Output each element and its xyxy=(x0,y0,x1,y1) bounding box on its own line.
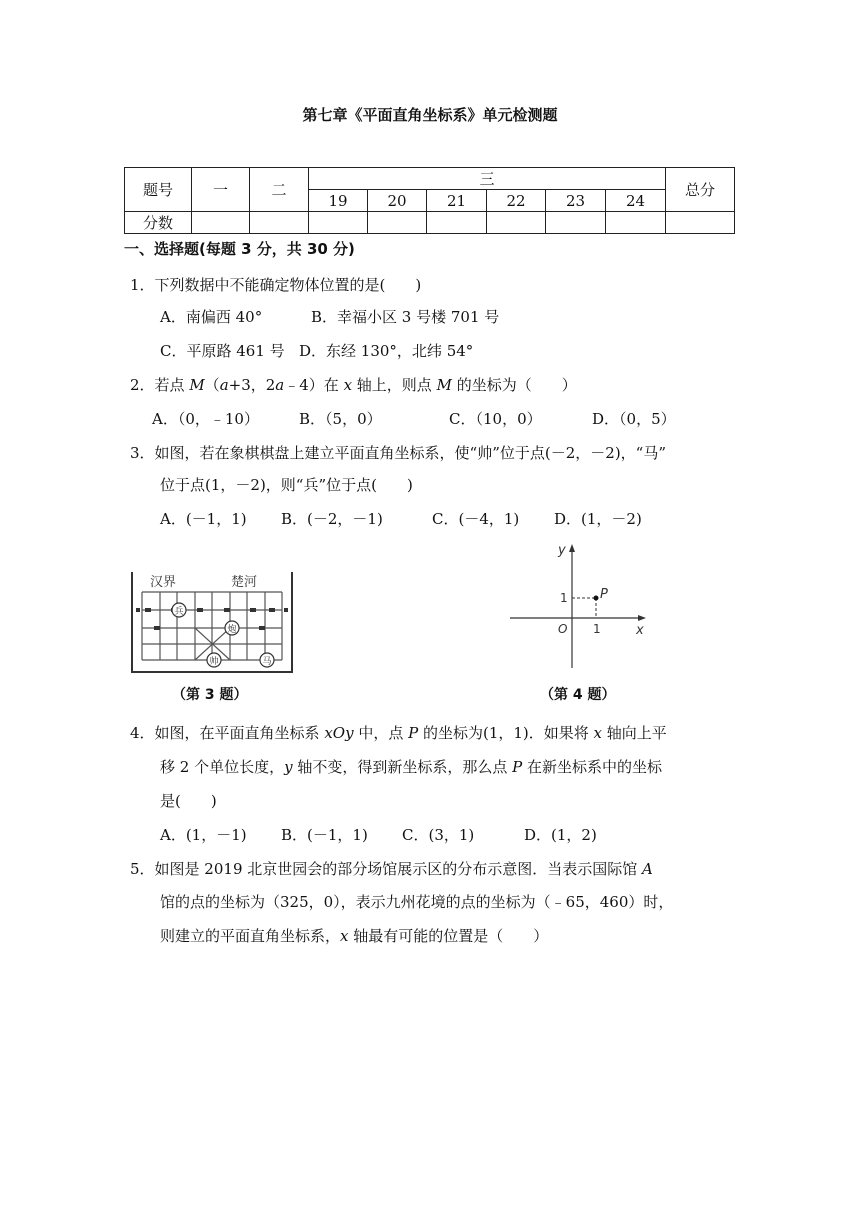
col-part-1: 一 xyxy=(192,168,250,212)
q3-stem-line1: 3．如图，若在象棋棋盘上建立平面直角坐标系，使“帅”位于点(－2，－2)，“马” xyxy=(130,444,667,462)
figure-3-chessboard xyxy=(128,570,298,676)
sub-col: 24 xyxy=(606,190,666,212)
piece-shuai xyxy=(207,653,221,667)
page-title: 第七章《平面直角坐标系》单元检测题 xyxy=(302,106,558,124)
sub-col: 23 xyxy=(546,190,606,212)
fig3-chu-label: 楚河 xyxy=(231,575,258,590)
q3-option-b[interactable]: B．(－2，－1) xyxy=(281,510,383,528)
q5-stem-line2: 馆的点的坐标为（325，0），表示九州花境的点的坐标为（﹣65，460）时， xyxy=(160,893,674,911)
section-heading: 一、选择题(每题 3 分，共 30 分) xyxy=(124,240,355,258)
point-p xyxy=(594,596,599,601)
piece-ma xyxy=(260,653,274,667)
score-cell[interactable] xyxy=(666,212,735,234)
score-cell[interactable] xyxy=(368,212,427,234)
score-cell[interactable] xyxy=(250,212,309,234)
sub-col: 19 xyxy=(309,190,368,212)
q4-option-a[interactable]: A．(1，－1) xyxy=(160,826,247,844)
fig4-origin-label: O xyxy=(558,622,568,636)
q1-option-b[interactable]: B．幸福小区 3 号楼 701 号 xyxy=(311,308,500,326)
q2-option-a[interactable]: A．（0，﹣10） xyxy=(152,410,259,428)
score-table xyxy=(124,167,735,234)
q4-option-b[interactable]: B．(－1，1) xyxy=(281,826,368,844)
score-cell[interactable] xyxy=(192,212,250,234)
q3-option-d[interactable]: D．(1，－2) xyxy=(554,510,642,528)
fig3-han-label: 汉界 xyxy=(150,575,177,590)
q2-option-d[interactable]: D．（0，5） xyxy=(592,410,676,428)
fig4-y-tick-1: 1 xyxy=(560,591,568,605)
q2-option-b[interactable]: B．（5，0） xyxy=(299,410,382,428)
svg-text:马: 马 xyxy=(262,657,272,667)
svg-text:兵: 兵 xyxy=(174,607,184,617)
piece-pao xyxy=(225,621,239,635)
label-score: 分数 xyxy=(125,212,192,234)
q3-option-c[interactable]: C．(－4，1) xyxy=(432,510,520,528)
sub-col: 20 xyxy=(368,190,427,212)
label-question-number: 题号 xyxy=(125,168,192,212)
sub-col: 21 xyxy=(427,190,487,212)
figure-4-coordinate-plane xyxy=(500,536,660,674)
sub-col: 22 xyxy=(487,190,546,212)
fig4-x-tick-1: 1 xyxy=(593,622,601,636)
fig4-x-label: x xyxy=(636,623,644,638)
score-cell[interactable] xyxy=(606,212,666,234)
q1-option-c[interactable]: C．平原路 461 号 xyxy=(160,342,285,360)
score-cell[interactable] xyxy=(427,212,487,234)
score-cell[interactable] xyxy=(487,212,546,234)
q5-stem-line1: 5．如图是 2019 北京世园会的部分场馆展示区的分布示意图．当表示国际馆 A xyxy=(130,860,653,878)
fig4-y-label: y xyxy=(558,543,566,558)
score-cell[interactable] xyxy=(309,212,368,234)
q4-option-c[interactable]: C．(3，1) xyxy=(402,826,475,844)
col-part-3: 三 xyxy=(309,168,666,190)
score-cell[interactable] xyxy=(546,212,606,234)
q1-option-d[interactable]: D．东经 130°，北纬 54° xyxy=(299,342,474,360)
q5-stem-line3: 则建立的平面直角坐标系，x 轴最有可能的位置是（ ） xyxy=(160,927,549,945)
q1-stem: 1．下列数据中不能确定物体位置的是( ) xyxy=(130,276,422,294)
svg-text:炮: 炮 xyxy=(227,625,237,635)
piece-bing xyxy=(172,603,186,617)
q4-option-d[interactable]: D．(1，2) xyxy=(524,826,597,844)
figure-4-caption: （第 4 题） xyxy=(540,687,616,703)
col-total: 总分 xyxy=(666,168,735,212)
q1-option-a[interactable]: A．南偏西 40° xyxy=(160,308,263,326)
q2-option-c[interactable]: C．（10，0） xyxy=(449,410,542,428)
q4-stem-line1: 4．如图，在平面直角坐标系 xOy 中，点 P 的坐标为(1，1)．如果将 x 轴向上平 xyxy=(130,724,667,742)
q4-stem-line3: 是( ) xyxy=(160,792,217,810)
q3-stem-line2: 位于点(1，－2)，则“兵”位于点( ) xyxy=(160,476,413,494)
fig4-p-label: P xyxy=(600,587,608,602)
col-part-2: 二 xyxy=(250,168,309,212)
q2-stem: 2．若点 M（a+3，2a﹣4）在 x 轴上，则点 M 的坐标为（ ） xyxy=(130,376,577,394)
svg-text:帅: 帅 xyxy=(209,657,219,667)
q3-option-a[interactable]: A．(－1，1) xyxy=(160,510,247,528)
figure-3-caption: （第 3 题） xyxy=(172,687,248,703)
q4-stem-line2: 移 2 个单位长度，y 轴不变，得到新坐标系，那么点 P 在新坐标系中的坐标 xyxy=(160,758,662,776)
